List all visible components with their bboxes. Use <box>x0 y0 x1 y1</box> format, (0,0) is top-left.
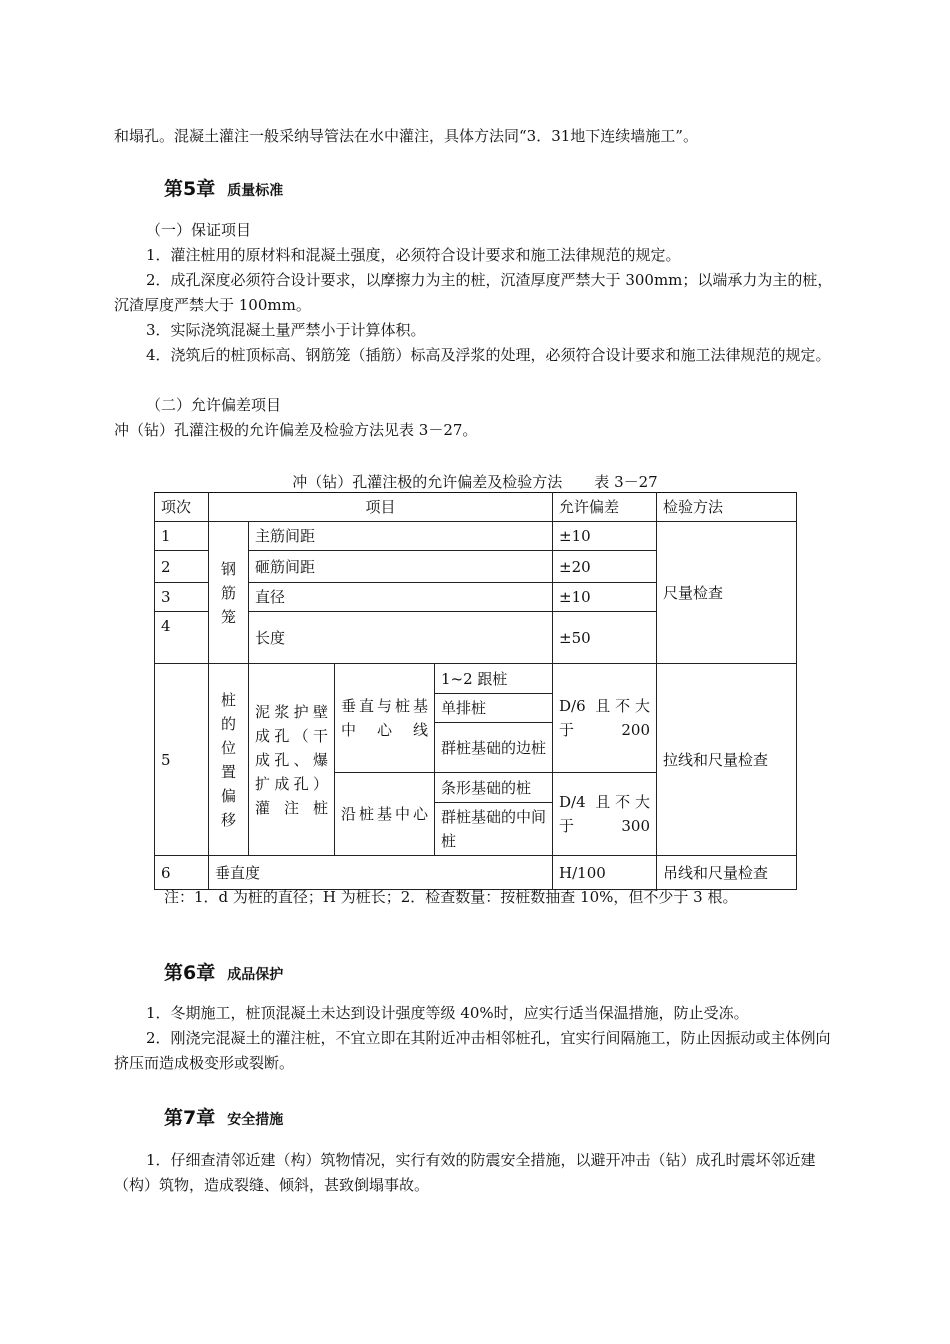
paragraph: 3．实际浇筑混凝土量严禁小于计算体积。 <box>146 321 426 339</box>
paragraph: 冲（钻）孔灌注极的允许偏差及检验方法见表 3－27。 <box>114 421 478 439</box>
item-cell: 直径 <box>249 583 553 612</box>
tolerance-cell: D/6 且不大于 200 <box>553 664 657 773</box>
header-cell: 允许偏差 <box>553 493 657 522</box>
tolerance-table <box>154 492 797 890</box>
method-cell: 拉线和尺量检查 <box>657 664 797 856</box>
paragraph: 1．冬期施工，桩顶混凝土未达到设计强度等级 40%时，应实行适当保温措施，防止受冻。 <box>146 1004 749 1022</box>
position-offset-label: 桩 的 位 置 偏 移 <box>209 664 249 856</box>
item-cell: 主筋间距 <box>249 522 553 551</box>
sub-item-cell: 群桩基础的中间桩 <box>435 803 553 856</box>
subsection-guarantee: （一）保证项目 <box>146 221 252 239</box>
row-number: 6 <box>155 856 209 890</box>
paragraph: 1．仔细查清邻近建（构）筑物情况，实行有效的防震安全措施，以避开冲击（钻）成孔时震坏邻近建（构）筑物，造成裂缝、倾斜，甚致倒塌事故。 <box>114 1151 816 1194</box>
header-cell: 检验方法 <box>657 493 797 522</box>
row-number: 5 <box>155 664 209 856</box>
table-note: 注：1．d 为桩的直径；H 为桩长；2．检查数量：按桩数抽查 10%，但不少于 3 根。 <box>164 888 738 906</box>
tolerance-cell: D/4 且不大于 300 <box>553 773 657 856</box>
sub-item-cell: 条形基础的桩 <box>435 773 553 803</box>
header-cell: 项目 <box>209 493 553 522</box>
method-type-cell: 泥浆护壁成孔（干成孔、爆扩成孔）灌注桩 <box>249 664 335 856</box>
table-row <box>155 522 797 551</box>
tolerance-cell: ±50 <box>553 612 657 664</box>
row-number: 4 <box>155 612 209 664</box>
table-caption <box>154 471 796 492</box>
header-cell: 项次 <box>155 493 209 522</box>
along-center-cell: 沿桩基中心 <box>335 773 435 856</box>
row-number: 2 <box>155 551 209 583</box>
chapter-number: 第7章 <box>164 1107 216 1129</box>
item-cell: 长度 <box>249 612 553 664</box>
perpendicular-cell: 垂直与桩基中心线 <box>335 664 435 773</box>
row-number: 3 <box>155 583 209 612</box>
intro-paragraph: 和塌孔。混凝土灌注一般采纳导管法在水中灌注，具体方法同“3．31地下连续墙施工”。 <box>114 127 698 145</box>
sub-item-cell: 1~2 跟桩 <box>435 664 553 694</box>
tolerance-cell: ±10 <box>553 583 657 612</box>
method-cell: 尺量检查 <box>657 522 797 664</box>
table-row <box>155 664 797 694</box>
tolerance-cell: H/100 <box>553 856 657 890</box>
table-caption-text: 冲（钻）孔灌注极的允许偏差及检验方法 <box>292 473 563 491</box>
tolerance-cell: ±10 <box>553 522 657 551</box>
chapter-title: 质量标准 <box>227 183 284 199</box>
item-cell: 砸筋间距 <box>249 551 553 583</box>
chapter-title: 安全措施 <box>227 1112 284 1128</box>
sub-item-cell: 单排桩 <box>435 694 553 723</box>
chapter-number: 第5章 <box>164 178 216 200</box>
table-row <box>155 856 797 890</box>
chapter-number: 第6章 <box>164 962 216 984</box>
method-cell: 吊线和尺量检查 <box>657 856 797 890</box>
chapter-5-heading <box>164 174 283 201</box>
paragraph: 4．浇筑后的桩顶标高、钢筋笼（插筋）标高及浮浆的处理，必须符合设计要求和施工法律规范的规定。 <box>146 346 831 364</box>
cage-group-label: 钢 筋 笼 <box>209 522 249 664</box>
item-cell: 垂直度 <box>209 856 553 890</box>
chapter-6-heading <box>164 958 283 985</box>
row-number: 1 <box>155 522 209 551</box>
chapter-title: 成品保护 <box>227 967 284 983</box>
tolerance-cell: ±20 <box>553 551 657 583</box>
table-number: 表 3－27 <box>594 473 658 491</box>
sub-item-cell: 群桩基础的边桩 <box>435 723 553 773</box>
table-header-row <box>155 493 797 522</box>
paragraph: 2．成孔深度必须符合设计要求，以摩擦力为主的桩，沉渣厚度严禁大于 300mm；以端承力为主的桩，沉渣厚度严禁大于 100mm。 <box>114 271 833 314</box>
chapter-7-heading <box>164 1103 283 1130</box>
subsection-tolerance: （二）允许偏差项目 <box>146 396 282 414</box>
paragraph: 1．灌注桩用的原材料和混凝土强度，必须符合设计要求和施工法律规范的规定。 <box>146 246 681 264</box>
paragraph: 2．刚浇完混凝土的灌注桩，不宜立即在其附近冲击相邻桩孔，宜实行间隔施工，防止因振动或主体例向挤压而造成极变形或裂断。 <box>114 1029 831 1072</box>
